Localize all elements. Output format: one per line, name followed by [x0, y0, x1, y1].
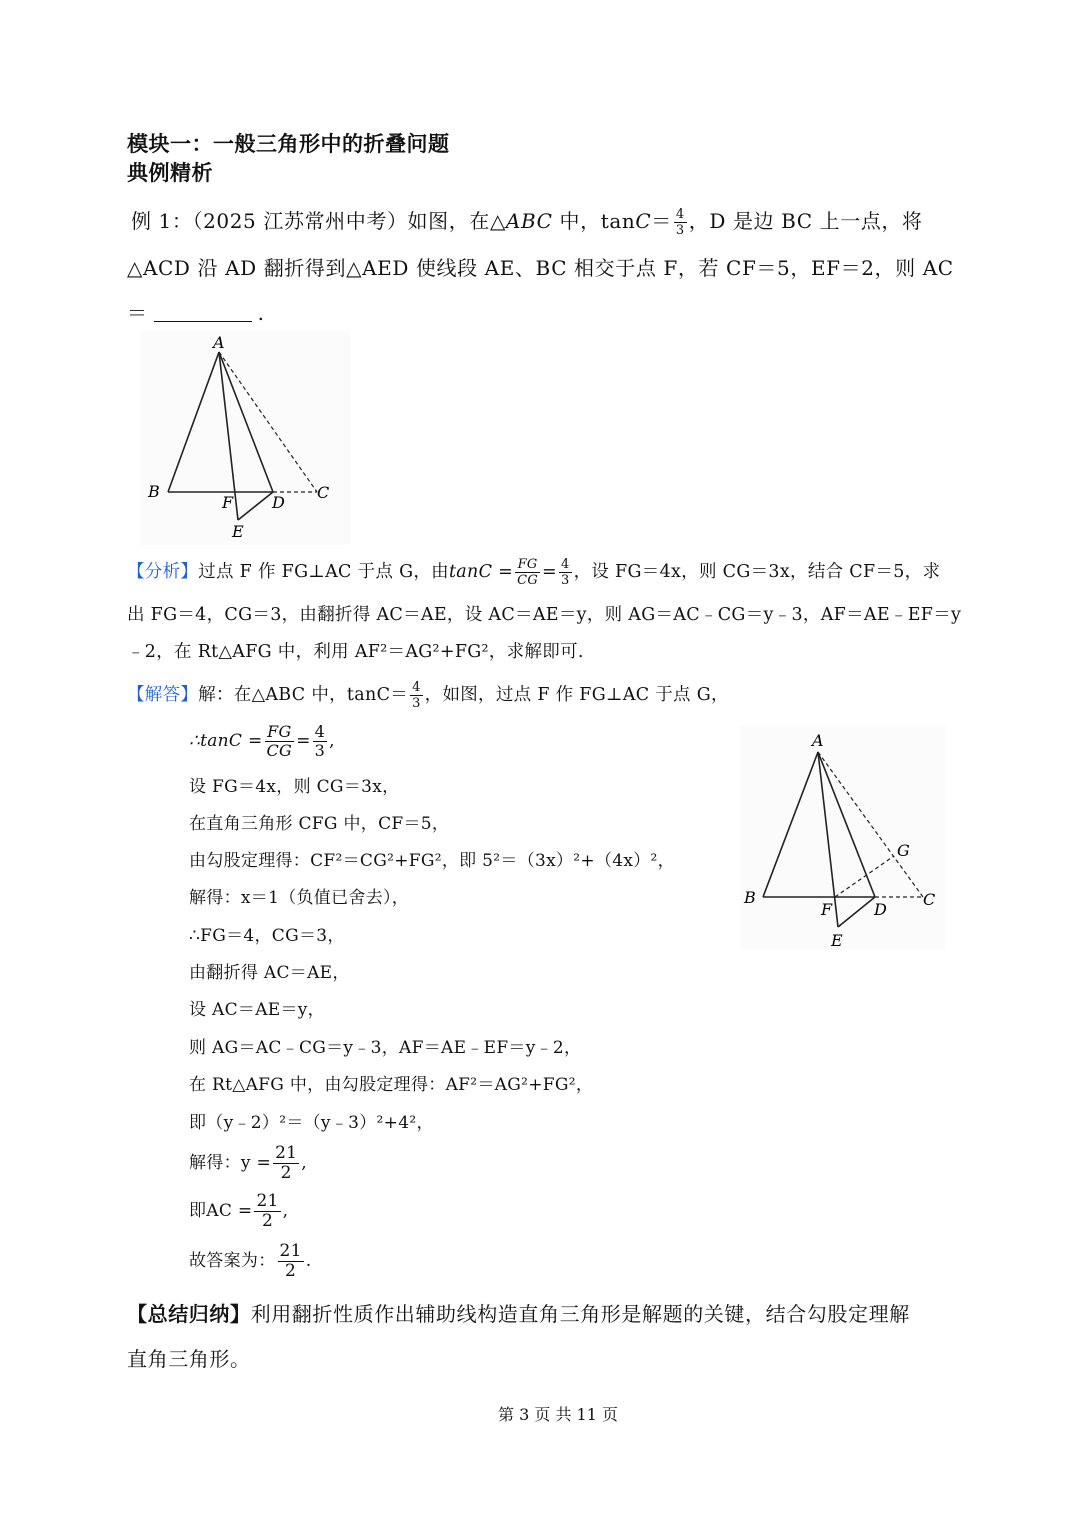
step13-fraction: $\frac{21}{2}$ — [256, 1191, 279, 1231]
angle-c: C — [635, 209, 652, 233]
example-rest: ，D 是边 BC 上一点，将 — [688, 209, 923, 233]
fig1-label-d: D — [272, 493, 285, 512]
answer-step-3: 在直角三角形 CFG 中，CF＝5， — [189, 814, 450, 834]
figure-1-triangle — [140, 330, 350, 545]
page-footer: 第 3 页 共 11 页 — [498, 1405, 618, 1424]
analysis-fraction-fg-cg: $\frac{FG}{CG}$ — [517, 557, 539, 588]
equals: ＝ — [651, 209, 672, 233]
answer-step-12: 解得：y = $\frac{21}{2}$ , — [189, 1143, 308, 1183]
step1-fraction-fg-cg: $\frac{FG}{CG}$ — [266, 722, 293, 760]
module-title: 模块一：一般三角形中的折叠问题 — [127, 131, 450, 156]
fig2-label-f: F — [821, 900, 833, 919]
fig1-label-b: B — [148, 482, 160, 501]
answer-step-11: 即（y﹣2）²＝（y﹣3）²+4²， — [189, 1113, 434, 1133]
answer-step-6: ∴FG＝4，CG＝3， — [189, 926, 345, 946]
answer-step-8: 设 AC＝AE＝y， — [189, 1000, 325, 1020]
answer-blank — [154, 303, 252, 322]
answer-step-14: 故答案为： $\frac{21}{2}$ . — [189, 1241, 312, 1281]
fig1-label-e: E — [232, 522, 244, 541]
step14-fraction: $\frac{21}{2}$ — [279, 1241, 302, 1281]
answer-step-1: ∴tanC = $\frac{FG}{CG}$ = $\frac{4}{3}$ , — [189, 722, 335, 760]
fig2-label-e: E — [831, 931, 843, 950]
analysis-tag: 【分析】 — [127, 562, 199, 582]
fig1-label-a: A — [213, 333, 225, 352]
example-mid: 中，tan — [552, 209, 636, 233]
answer-line-0: 【解答】解：在△ABC 中，tanC＝ $\frac{4}{3}$ ，如图，过点 F 作 FG⊥AC 于点 G， — [127, 680, 729, 711]
answer-step-4: 由勾股定理得：CF²＝CG²+FG²，即 5²＝（3x）²+（4x）²， — [189, 851, 675, 871]
example-line-3: ＝ . — [127, 301, 265, 325]
tan-fraction: $\frac{4}{3}$ — [675, 207, 685, 238]
analysis-fraction-4-3: $\frac{4}{3}$ — [561, 557, 570, 588]
answer-step-5: 解得：x＝1（负值已舍去）， — [189, 888, 410, 908]
summary-line-1: 【总结归纳】利用翻折性质作出辅助线构造直角三角形是解题的关键，结合勾股定理解 — [127, 1302, 910, 1326]
answer-step-9: 则 AG＝AC﹣CG＝y﹣3，AF＝AE﹣EF＝y﹣2， — [189, 1038, 582, 1058]
fig2-label-g: G — [897, 841, 910, 860]
analysis-line-3: ﹣2，在 Rt△AFG 中，利用 AF²＝AG²+FG²，求解即可. — [127, 642, 584, 662]
summary-line-2: 直角三角形。 — [127, 1347, 251, 1371]
step1-fraction-4-3: $\frac{4}{3}$ — [314, 722, 326, 760]
fig1-label-f: F — [222, 493, 234, 512]
analysis-line-1: 【分析】过点 F 作 FG⊥AC 于点 G，由tanC = $\frac{FG}{CG}$ = $\frac{4}{3}$ ，设 FG＝4x，则 CG＝3x，结合 CF＝5，求 — [127, 557, 941, 588]
example-line-2: △ACD 沿 AD 翻折得到△AED 使线段 AE、BC 相交于点 F，若 CF＝5，EF＝2，则 AC — [127, 256, 954, 280]
fig1-label-c: C — [317, 483, 330, 502]
fig2-label-b: B — [744, 888, 756, 907]
fig2-label-a: A — [812, 731, 824, 750]
answer-tag: 【解答】 — [127, 685, 199, 705]
example-prefix: 例 1：（2025 江苏常州中考）如图，在△ — [131, 209, 506, 233]
module-subtitle: 典例精析 — [127, 160, 213, 185]
answer-step-7: 由翻折得 AC＝AE， — [189, 963, 350, 983]
answer-step-2: 设 FG＝4x，则 CG＝3x， — [189, 777, 400, 797]
answer-step-13: 即AC = $\frac{21}{2}$ , — [189, 1191, 289, 1231]
fig2-label-d: D — [874, 900, 887, 919]
analysis-line-2: 出 FG＝4，CG＝3，由翻折得 AC＝AE，设 AC＝AE＝y，则 AG＝AC﹣CG＝y﹣3，AF＝AE﹣EF＝y — [127, 605, 962, 625]
summary-tag: 【总结归纳】 — [127, 1302, 251, 1326]
answer-step-10: 在 Rt△AFG 中，由勾股定理得：AF²＝AG²+FG²， — [189, 1075, 594, 1095]
fig2-label-c: C — [923, 890, 936, 909]
triangle-abc: ABC — [505, 209, 553, 233]
step12-fraction: $\frac{21}{2}$ — [275, 1143, 298, 1183]
answer-tan-fraction: $\frac{4}{3}$ — [412, 680, 421, 711]
example-line-1 — [131, 205, 923, 237]
figure-2-triangle — [740, 725, 945, 950]
